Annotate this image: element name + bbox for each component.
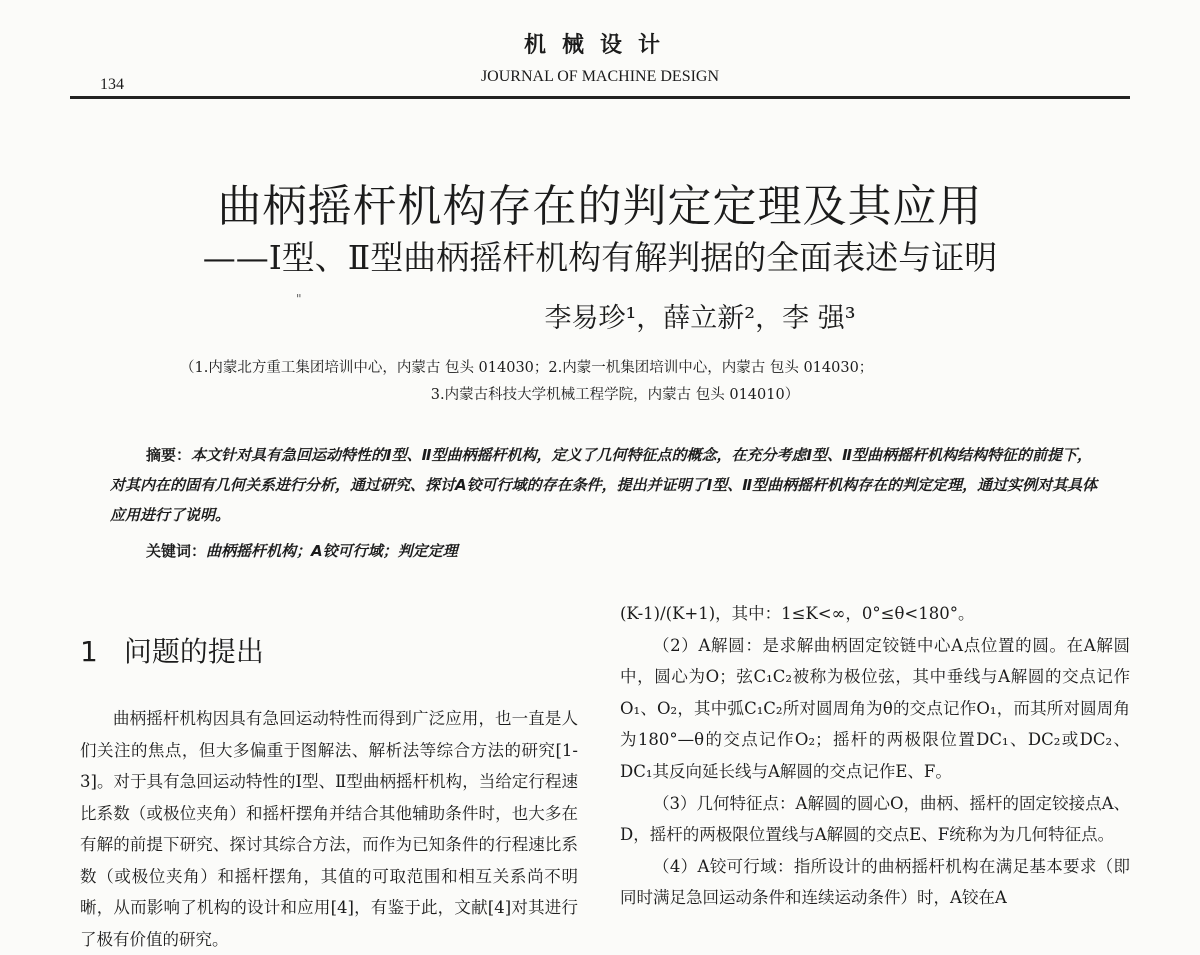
- right-paragraph-3: （3）几何特征点：A解圆的圆心O，曲柄、摇杆的固定铰接点A、D，摇杆的两极限位置线与A解圆的交点E、F统称为为几何特征点。: [620, 793, 1130, 845]
- abstract: [110, 440, 1100, 530]
- right-column: [620, 598, 1130, 914]
- paper-subtitle: ——Ⅰ型、Ⅱ型曲柄摇杆机构有解判据的全面表述与证明: [202, 238, 998, 277]
- page-number: 134: [100, 76, 124, 93]
- keywords-text: 曲柄摇杆机构；A铰可行域；判定定理: [206, 542, 458, 560]
- keywords-label: 关键词：: [146, 542, 207, 560]
- right-paragraph-2: （2）A解圆：是求解曲柄固定铰链中心A点位置的圆。在A解圆中，圆心为O；弦C₁C₂被称为极位弦，其中垂线与A解圆的交点记作O₁、O₂，其中弧C₁C₂所对圆周角为θ的交点记作O₁，而其所对圆周角为180°—θ的交点记作O₂；摇杆的两极限位置DC₁、DC₂或DC₂、DC₁其反向延长线与A解圆的交点记作E、F。: [620, 635, 1130, 781]
- header-rule: [70, 96, 1130, 99]
- scan-speck: ": [296, 292, 302, 306]
- right-paragraph-4: （4）A铰可行域：指所设计的曲柄摇杆机构在满足基本要求（即同时满足急回运动条件和连续运动条件）时，A铰在A: [620, 856, 1130, 908]
- journal-name-cn: 机械设计: [523, 32, 676, 58]
- keywords: [146, 540, 458, 561]
- right-line-0: (K-1)/(K+1)，其中：1≤K<∞，0°≤θ<180°。: [620, 604, 975, 623]
- paper-title: 曲柄摇杆机构存在的判定定理及其应用: [217, 181, 983, 232]
- affiliation-line-1: （1.内蒙北方重工集团培训中心，内蒙古 包头 014030；2.内蒙一机集团培训中心，内蒙古 包头 014030；: [180, 360, 874, 376]
- section-heading: [80, 630, 264, 670]
- section-title: 问题的提出: [123, 635, 264, 668]
- abstract-label: 摘要：: [146, 446, 192, 464]
- section-number: 1: [80, 635, 98, 668]
- author-list: 李易珍¹，薛立新²，李 强³: [544, 303, 856, 334]
- abstract-text: 本文针对具有急回运动特性的Ⅰ型、Ⅱ型曲柄摇杆机构，定义了几何特征点的概念，在充分考虑Ⅰ型、Ⅱ型曲柄摇杆机构结构特征的前提下，对其内在的固有几何关系进行分析，通过研究、探讨A铰可行域的存在条件，提出并证明了Ⅰ型、Ⅱ型曲柄摇杆机构存在的判定定理，通过实例对其具体应用进行了说明。: [110, 446, 1098, 524]
- left-column: [80, 703, 578, 955]
- journal-name-en: JOURNAL OF MACHINE DESIGN: [480, 68, 720, 85]
- affiliation-line-2: 3.内蒙古科技大学机械工程学院，内蒙古 包头 014010）: [430, 387, 800, 403]
- left-paragraph-1: 曲柄摇杆机构因具有急回运动特性而得到广泛应用，也一直是人们关注的焦点，但大多偏重于图解法、解析法等综合方法的研究[1-3]。对于具有急回运动特性的Ⅰ型、Ⅱ型曲柄摇杆机构，当给定行程速比系数（或极位夹角）和摇杆摆角并结合其他辅助条件时，也大多在有解的前提下研究、探讨其综合方法，而作为已知条件的行程速比系数（或极位夹角）和摇杆摆角，其值的可取范围和相互关系尚不明晰，从而影响了机构的设计和应用[4]，有鉴于此，文献[4]对其进行了极有价值的研究。: [80, 709, 578, 949]
